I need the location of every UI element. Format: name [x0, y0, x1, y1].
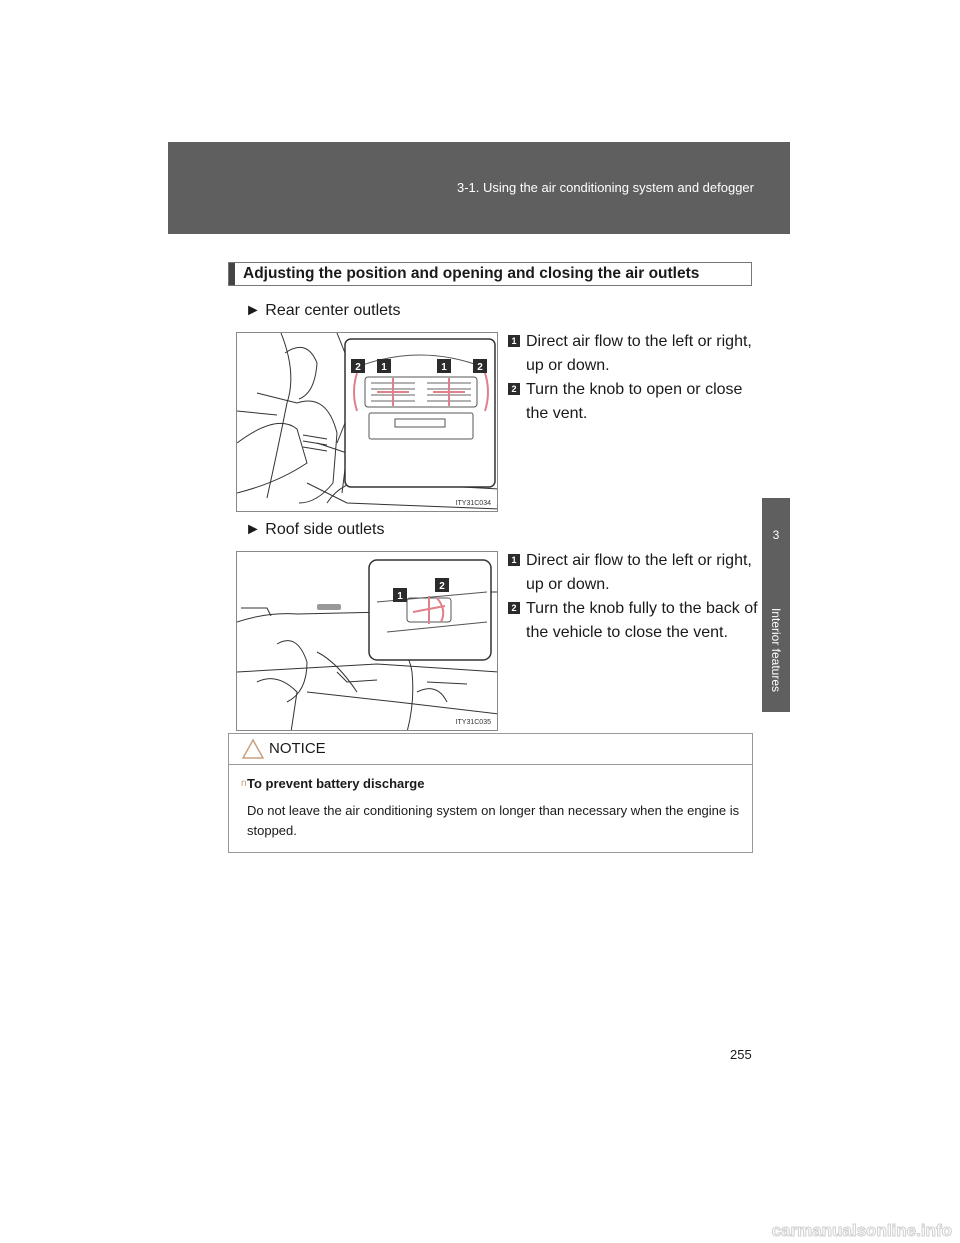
rear-step-1	[508, 330, 760, 378]
step-text: Turn the knob fully to the back of the vehicle to close the vent.	[526, 600, 758, 641]
step-number-badge: 2	[508, 383, 520, 395]
warning-triangle-icon	[241, 738, 265, 760]
roof-step-2	[508, 597, 760, 645]
step-text: Direct air flow to the left or right, up or down.	[526, 552, 752, 593]
section-heading	[228, 262, 752, 286]
watermark-logo	[0, 1216, 960, 1243]
notice-title: NOTICE	[269, 740, 326, 757]
roof-step-1	[508, 549, 760, 597]
rear-callout-label: 2	[355, 362, 361, 373]
roof-figure-code: ITY31C035	[455, 719, 491, 726]
side-chapter-tab	[762, 498, 790, 712]
roof-callout-label: 2	[439, 581, 445, 592]
rear-outlets-heading: ► Rear center outlets	[245, 302, 401, 319]
section-heading-bar	[229, 263, 235, 285]
step-number-badge: 1	[508, 335, 520, 347]
notice-body: Do not leave the air conditioning system on longer than necessary when the engine is stopped.	[247, 803, 740, 838]
roof-outlets-heading: ► Roof side outlets	[245, 521, 385, 538]
notice-header	[229, 734, 752, 765]
step-text: Direct air flow to the left or right, up or down.	[526, 333, 752, 374]
rear-callout-label: 1	[381, 362, 387, 373]
header-section-title: 3-1. Using the air conditioning system and defogger	[456, 180, 754, 195]
rear-callout-label: 2	[477, 362, 483, 373]
step-text: Turn the knob to open or close the vent.	[526, 381, 743, 422]
section-title: Adjusting the position and opening and closing the air outlets	[243, 265, 700, 282]
rear-outlets-figure	[236, 332, 498, 512]
notice-bullet: n	[241, 778, 247, 789]
page-number: 255	[730, 1047, 752, 1062]
side-chapter-label: Interior features	[769, 607, 783, 693]
watermark-text: carmanualsonline.info	[771, 1221, 952, 1240]
step-number-badge: 2	[508, 602, 520, 614]
roof-outlets-figure	[236, 551, 498, 731]
step-number-badge: 1	[508, 554, 520, 566]
roof-callout-label: 1	[397, 591, 403, 602]
rear-callout-label: 1	[441, 362, 447, 373]
rear-figure-code: ITY31C034	[455, 500, 491, 507]
notice-subheading: To prevent battery discharge	[247, 776, 425, 791]
roof-outlets-illustration	[237, 552, 498, 731]
side-chapter-number: 3	[772, 528, 780, 542]
notice-box	[228, 733, 753, 853]
rear-step-2	[508, 378, 760, 426]
header-band	[168, 142, 790, 234]
rear-outlets-illustration	[237, 333, 498, 512]
